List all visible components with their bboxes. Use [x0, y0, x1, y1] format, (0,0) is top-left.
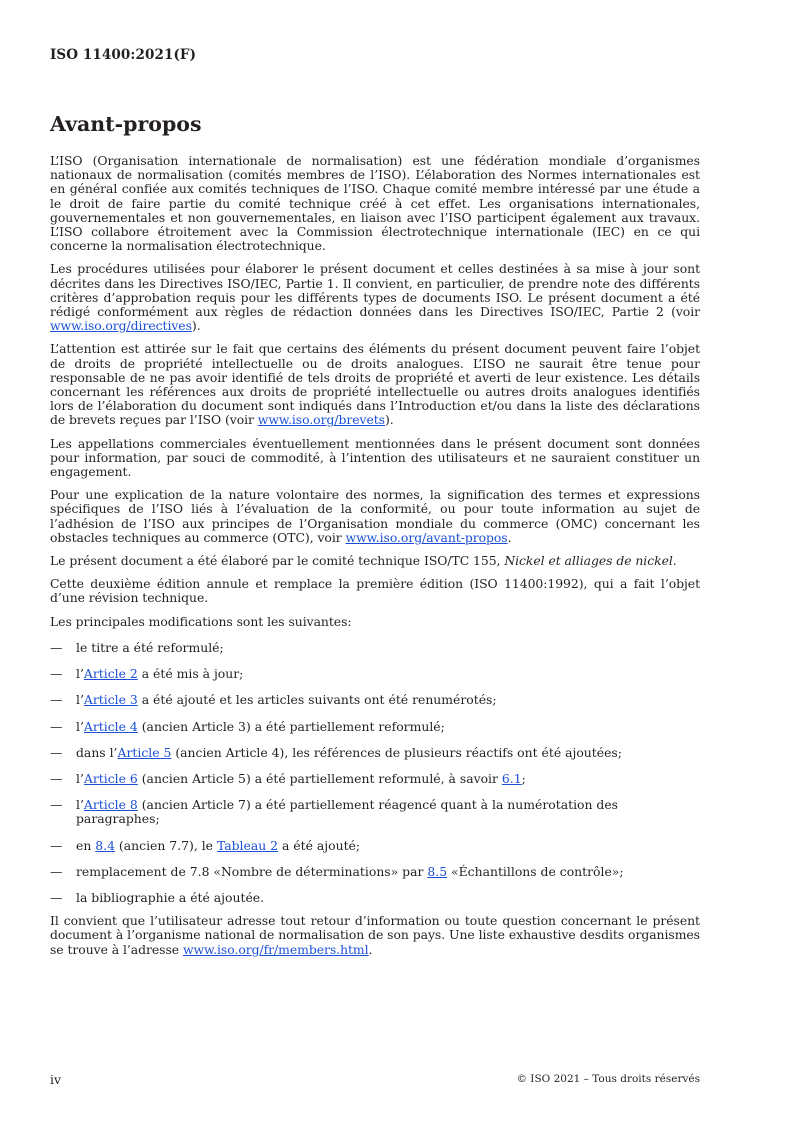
committee-name: Nickel et alliages de nickel: [504, 553, 673, 569]
section-8-4-link[interactable]: 8.4: [95, 837, 115, 853]
paragraph-text: L’attention est attirée sur le fait que certains des éléments du présent document peuvent faire l’objet de droits de propriété intellectuelle ou de droits analogues. L’ISO ne saurait être tenue pour responsable de ne pas avoir identifié de tels droits de propriété et averti de leur existence. Les détails concernant les références aux droits de propriété intellectuelle ou autres droits analogues identifiés lors de l’élaboration du document sont indiqués dans l’Introduction et/ou dans la liste des déclarations de brevets reçues par l’ISO (voir: [50, 341, 700, 428]
foreword-link[interactable]: www.iso.org/avant-propos: [345, 529, 508, 545]
list-dash: —: [50, 889, 63, 905]
paragraph-committee: [50, 554, 700, 568]
list-item-text: l’Article 2 a été mis à jour;: [76, 666, 244, 682]
document-id: ISO 11400:2021(F): [50, 47, 197, 63]
list-dash: —: [50, 692, 63, 708]
list-item: [50, 693, 700, 707]
paragraph-changes-intro: Les principales modifications sont les suivantes:: [50, 613, 352, 629]
paragraph-end: ).: [191, 318, 201, 334]
list-item-text: le titre a été reformulé;: [76, 639, 224, 655]
paragraph-end: .: [507, 529, 512, 545]
table-2-link[interactable]: Tableau 2: [216, 837, 279, 853]
list-item: [50, 720, 700, 734]
paragraph-text: Pour une explication de la nature volontaire des normes, la signification des termes et expressions spécifiques de l’ISO liés à l’évaluation de la conformité, ou pour toute information au sujet de l’adhésion de l’ISO aux principes de l’Organisation mondiale du commerce (OMC) concernant les obstacles techniques au commerce (OTC), voir: [50, 487, 700, 545]
page-title: Avant-propos: [50, 112, 202, 136]
list-dash: —: [50, 666, 63, 682]
article-2-link[interactable]: Article 2: [83, 666, 138, 682]
list-item-text: remplacement de 7.8 «Nombre de déterminations» par 8.5 «Échantillons de contrôle»;: [76, 863, 624, 879]
section-6-1-link[interactable]: 6.1: [501, 770, 522, 786]
article-6-link[interactable]: Article 6: [83, 770, 138, 786]
paragraph-patents: [50, 342, 700, 427]
page-number: iv: [50, 1072, 61, 1087]
article-5-link[interactable]: Article 5: [117, 744, 172, 760]
list-item: [50, 798, 700, 826]
list-dash: —: [50, 744, 63, 760]
foreword-body: [50, 154, 700, 966]
list-dash: —: [50, 797, 63, 813]
list-item-text: l’Article 3 a été ajouté et les articles suivants ont été renumérotés;: [76, 692, 497, 708]
list-item-text: l’Article 6 (ancien Article 5) a été partiellement reformulé, à savoir 6.1;: [76, 770, 526, 786]
paragraph-end: ).: [384, 412, 394, 428]
paragraph-edition: Cette deuxième édition annule et remplace la première édition (ISO 11400:1992), qui a fait l’objet d’une révision technique.: [50, 576, 700, 606]
article-8-link[interactable]: Article 8: [83, 797, 138, 813]
paragraph-end: .: [368, 941, 373, 957]
patents-link[interactable]: www.iso.org/brevets: [257, 412, 385, 428]
paragraph-trade-names: Les appellations commerciales éventuellement mentionnées dans le présent document sont données pour information, par souci de commodité, à l’intention des utilisateurs et ne sauraient constituer un engagement.: [50, 435, 700, 480]
paragraph-end: .: [672, 553, 677, 569]
paragraph-iso-intro: L’ISO (Organisation internationale de normalisation) est une fédération mondiale d’organismes nationaux de normalisation (comités membres de l’ISO). L’élaboration des Normes internationales est en général confiée aux comités techniques de l’ISO. Chaque comité membre intéressé par une étude a le droit de faire partie du comité technique créé à cet effet. Les organisations internationales, gouvernementales et non gouvernementales, en liaison avec l’ISO participent également aux travaux. L’ISO collabore étroitement avec la Commission électrotechnique internationale (IEC) en ce qui concerne la normalisation électrotechnique.: [50, 153, 700, 254]
paragraph-text: Il convient que l’utilisateur adresse tout retour d’information ou toute question concernant le présent document à l’organisme national de normalisation de son pays. Une liste exhaustive desdits organismes se trouve à l’adresse: [50, 913, 700, 957]
list-item-text: la bibliographie a été ajoutée.: [76, 889, 265, 905]
list-item: [50, 772, 700, 786]
list-dash: —: [50, 770, 63, 786]
list-item: [50, 839, 700, 853]
list-item: [50, 891, 700, 905]
list-item: [50, 746, 700, 760]
list-dash: —: [50, 718, 63, 734]
list-item: [50, 865, 700, 879]
paragraph-text: Le présent document a été élaboré par le comité technique ISO/TC 155,: [50, 553, 505, 569]
list-item-text: l’Article 8 (ancien Article 7) a été partiellement réagencé quant à la numérotation des paragraphes;: [76, 797, 619, 827]
list-dash: —: [50, 837, 63, 853]
list-item-text: dans l’Article 5 (ancien Article 4), les références de plusieurs réactifs ont été ajoutées;: [76, 744, 622, 760]
members-link[interactable]: www.iso.org/fr/members.html: [182, 941, 369, 957]
paragraph-procedures: [50, 262, 700, 333]
list-item-text: l’Article 4 (ancien Article 3) a été partiellement reformulé;: [76, 718, 445, 734]
list-dash: —: [50, 863, 63, 879]
list-dash: —: [50, 639, 63, 655]
copyright-notice: © ISO 2021 – Tous droits réservés: [516, 1073, 700, 1085]
article-4-link[interactable]: Article 4: [83, 718, 138, 734]
paragraph-text: Les procédures utilisées pour élaborer le présent document et celles destinées à sa mise à jour sont décrites dans les Directives ISO/IEC, Partie 1. Il convient, en particulier, de prendre note des différents critères d’approbation requis pour les différents types de documents ISO. Le présent document a été rédigé conformément aux règles de rédaction données dans les Directives ISO/IEC, Partie 2 (voir: [50, 261, 700, 320]
paragraph-feedback: [50, 914, 700, 957]
list-item: [50, 641, 700, 655]
list-item: [50, 667, 700, 681]
list-item-text: en 8.4 (ancien 7.7), le Tableau 2 a été ajouté;: [76, 837, 361, 853]
paragraph-voluntary-nature: [50, 488, 700, 545]
section-8-5-link[interactable]: 8.5: [427, 863, 448, 879]
directives-link[interactable]: www.iso.org/directives: [50, 318, 192, 334]
article-3-link[interactable]: Article 3: [83, 692, 138, 708]
